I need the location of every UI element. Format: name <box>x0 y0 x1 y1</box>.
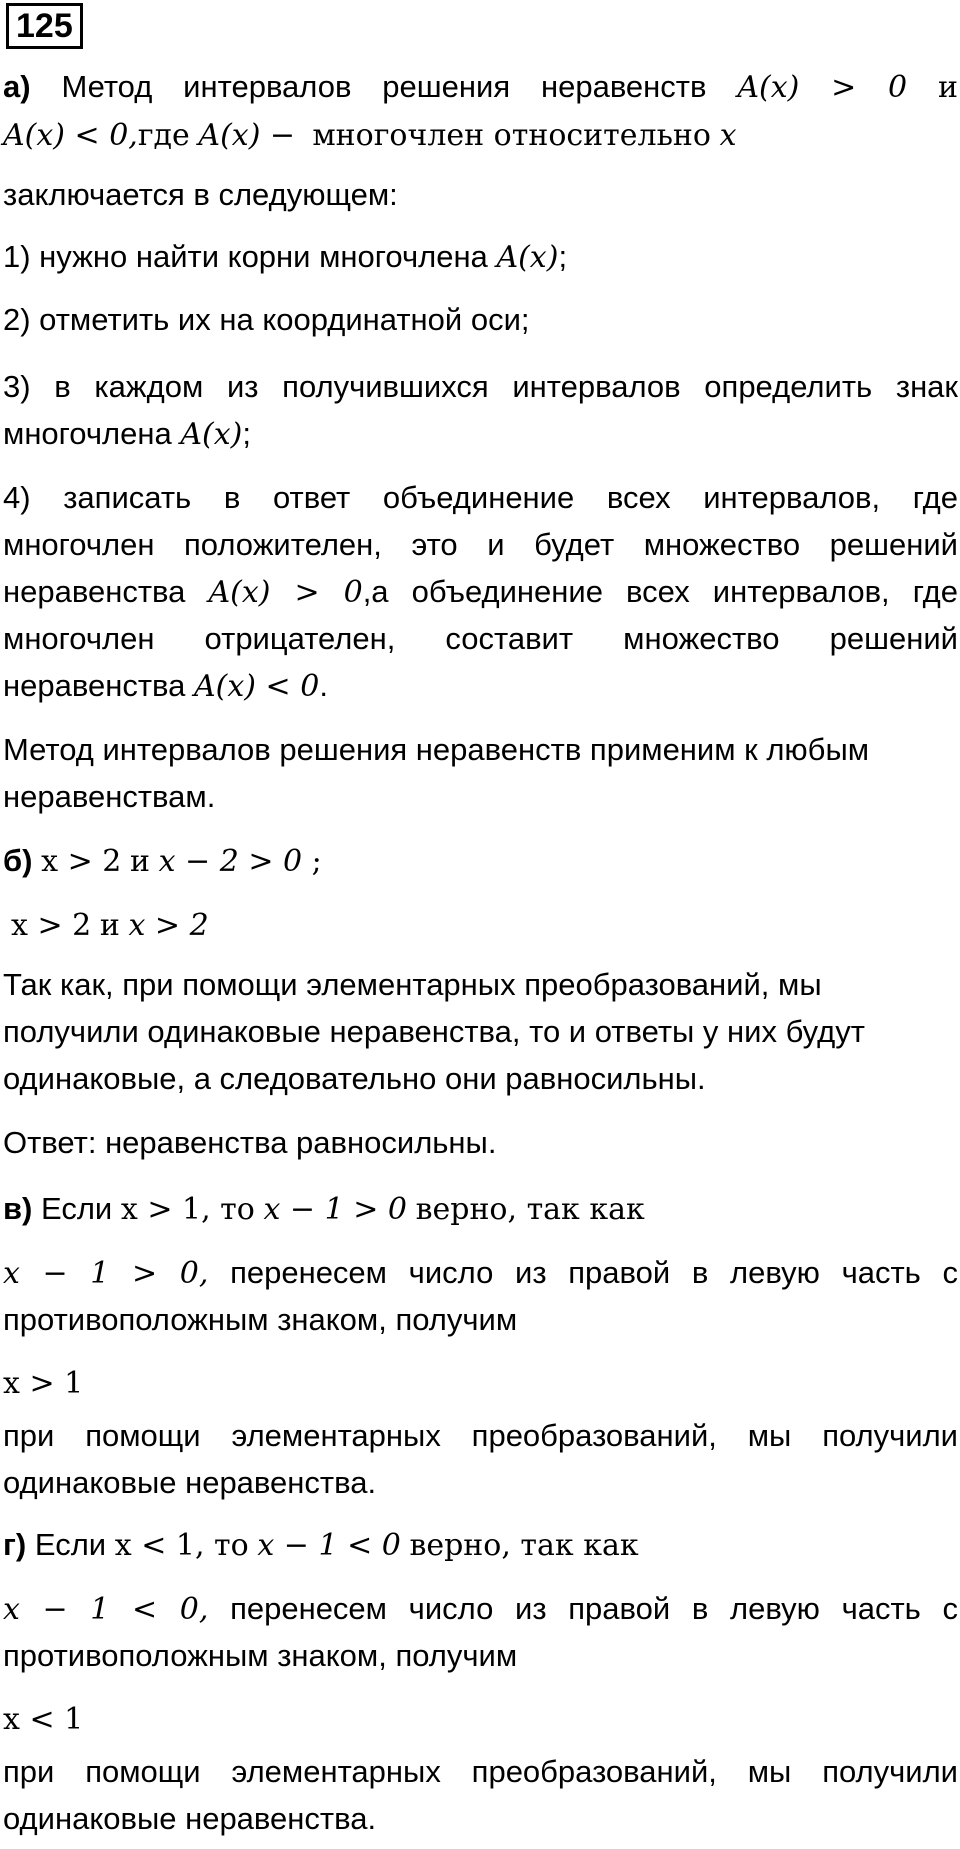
part-g-line-6: одинаковые неравенства. <box>3 1801 377 1836</box>
part-b-label: б) <box>3 843 33 878</box>
part-b-expl-2: получили одинаковые неравенства, то и ответы у них будут <box>3 1014 865 1049</box>
step-4-line-1: 4) записать в ответ объединение всех интервалов, где <box>3 480 958 515</box>
part-g-result: x < 1 <box>3 1702 84 1737</box>
part-g-line-3: противоположным знаком, получим <box>3 1638 518 1673</box>
part-v-label: в) <box>3 1191 33 1226</box>
part-v-line-2: x − 1 > 0, перенесем число из правой в левую часть с <box>3 1255 958 1291</box>
step-4-line-3: неравенства A(x) > 0,а объединение всех интервалов, где <box>3 574 958 610</box>
part-v-result: x > 1 <box>3 1366 84 1401</box>
part-a-line-2: A(x) < 0,где A(x) − многочлен относительно x <box>3 118 737 153</box>
step-1: 1) нужно найти корни многочлена A(x); <box>3 239 568 275</box>
step-2: 2) отметить их на координатной оси; <box>3 302 530 337</box>
part-b-line-1: б) x > 2 и x − 2 > 0 ; <box>3 843 322 879</box>
part-v-line-5: при помощи элементарных преобразований, мы получили <box>3 1418 958 1453</box>
part-v-line-6: одинаковые неравенства. <box>3 1465 377 1500</box>
part-g-line-2: x − 1 < 0, перенесем число из правой в левую часть с <box>3 1591 958 1627</box>
part-v-line-1: в) Если x > 1, то x − 1 > 0 верно, так как <box>3 1191 645 1227</box>
part-b-expl-1: Так как, при помощи элементарных преобразований, мы <box>3 967 822 1002</box>
step-4-line-4: многочлен отрицателен, составит множество решений <box>3 621 958 656</box>
part-b-expl-3: одинаковые, а следовательно они равносильны. <box>3 1061 706 1096</box>
part-b-answer: Ответ: неравенства равносильны. <box>3 1125 497 1160</box>
part-a-label: а) <box>3 69 31 104</box>
part-v-line-3: противоположным знаком, получим <box>3 1302 518 1337</box>
step-3-line-1: 3) в каждом из получившихся интервалов определить знак <box>3 369 958 404</box>
conclusion-line-1: Метод интервалов решения неравенств применим к любым <box>3 732 870 767</box>
step-3-line-2: многочлена A(x); <box>3 416 251 452</box>
step-4-line-2: многочлен положителен, это и будет множество решений <box>3 527 958 562</box>
part-a-line-1: а) Метод интервалов решения неравенств A(x) > 0 и <box>3 69 958 105</box>
step-4-line-5: неравенства A(x) < 0. <box>3 668 328 704</box>
part-g-label: г) <box>3 1527 27 1562</box>
conclusion-line-2: неравенствам. <box>3 779 216 814</box>
part-b-line-2: x > 2 и x > 2 <box>11 908 209 943</box>
problem-number: 125 <box>6 3 83 49</box>
part-g-line-1: г) Если x < 1, то x − 1 < 0 верно, так как <box>3 1527 639 1563</box>
part-g-line-5: при помощи элементарных преобразований, мы получили <box>3 1754 958 1789</box>
part-a-line-3: заключается в следующем: <box>3 177 398 212</box>
